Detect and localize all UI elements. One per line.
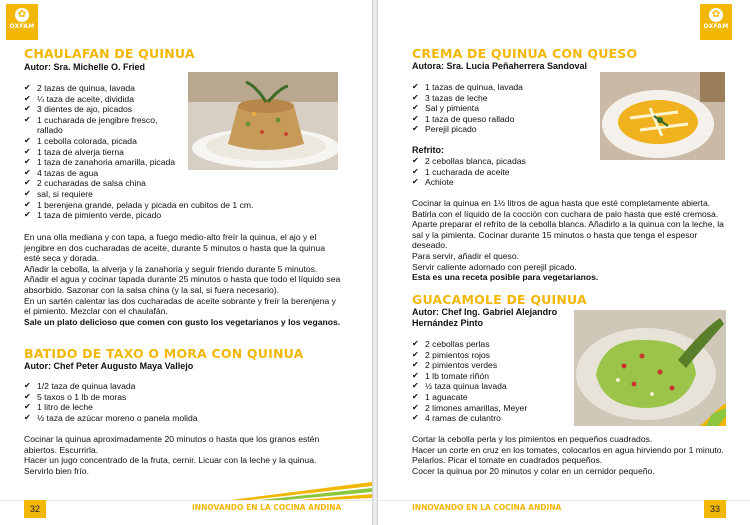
ingredient-item: ✔ 1 cebolla colorada, picada — [24, 136, 264, 147]
ingredient-list — [412, 339, 582, 424]
ingredient-item: ✔ 2 pimientos verdes — [412, 360, 582, 371]
ingredient-item: ✔ 5 taxos o 1 lb de moras — [24, 392, 324, 403]
footer-title: INNOVANDO EN LA COCINA ANDINA — [412, 503, 562, 512]
ingredient-item: ✔ 1 taza de queso rallado — [412, 114, 592, 125]
ingredient-item: ✔ 2 cebollas perlas — [412, 339, 582, 350]
page-number: 32 — [24, 500, 46, 518]
preparation-text — [412, 434, 730, 476]
footer-title: INNOVANDO EN LA COCINA ANDINA — [192, 503, 342, 512]
guacamole-image — [574, 310, 726, 426]
recipe-title-crema: CREMA DE QUINUA CON QUESO — [412, 46, 638, 61]
crema-image — [600, 72, 725, 160]
decorative-stripes — [230, 476, 372, 500]
ingredient-item: ✔ 1 lb tomate riñón — [412, 371, 582, 382]
ingredient-item: ✔ 3 dientes de ajo, picados — [24, 104, 264, 115]
ingredient-item: ✔ 2 limones amarillas, Meyer — [412, 403, 582, 414]
ingredient-item: ✔ 1 cucharada de aceite — [412, 167, 592, 178]
step: Servirlo bien frío. — [24, 465, 89, 476]
step: Cocinar la quinua en 1½ litros de agua hasta que esté completamente abierta. Batirla con el líquido de la cocción con cuchara de palo hasta que esté cremosa. Aparte preparar el refrito de la cebolla blanca. Añadirlo a la quinua con la leche, la sal y la pimienta. Cocinar durante 15 minutos o hasta que tenga el espesor deseado. — [412, 198, 724, 251]
crema-photo — [600, 72, 725, 160]
ingredient-item: ✔ ¼ taza de aceite, dividida — [24, 94, 264, 105]
ingredient-item: ✔ 1 aguacate — [412, 392, 582, 403]
recipe-title-chaulafan: CHAULAFAN DE QUINUA — [24, 46, 195, 61]
ingredient-item: ✔ 2 pimientos rojos — [412, 350, 582, 361]
ingredient-item: ✔ 1 berenjena grande, pelada y picada en cubitos de 1 cm. — [24, 200, 337, 211]
step: Servir caliente adornado con perejil picado. — [412, 261, 577, 272]
left-page — [0, 0, 372, 525]
ingredient-item: ✔ 1 taza de alverja tierna — [24, 147, 264, 158]
preparation-text — [412, 198, 730, 283]
ingredient-list — [24, 83, 264, 221]
ingredient-item: ✔ 3 tazas de leche — [412, 93, 592, 104]
step: Cocinar la quinua aproximadamente 20 minutos o hasta que los granos estén abiertos. Escurrirla. — [24, 434, 320, 455]
step: Hacer un jugo concentrado de la fruta, cernir. Licuar con la leche y la quinua. — [24, 455, 317, 466]
ingredient-item: ✔ sal, si requiere — [24, 189, 264, 200]
recipe-author: Autor: Chef Peter Augusto Maya Vallejo — [24, 361, 194, 371]
page-number: 33 — [704, 500, 726, 518]
closing-note: Esta es una receta posible para vegetarianos. — [412, 272, 599, 283]
ingredient-item: ✔ 4 ramas de culantro — [412, 413, 582, 424]
step: Para servir, añadir el queso. — [412, 250, 520, 261]
ingredient-item: ✔ Achiote — [412, 177, 592, 188]
guacamole-photo — [574, 310, 726, 426]
ingredient-item: ✔ 1 taza de zanahoria amarilla, picada — [24, 157, 264, 168]
ingredient-item: ✔ ½ taza quinua lavada — [412, 381, 582, 392]
ingredient-item: ✔ Perejil picado — [412, 124, 592, 135]
right-page — [378, 0, 750, 525]
oxfam-logo-text: OXFAM — [9, 23, 35, 30]
ingredient-item: ✔ 1 taza de pimiento verde, picado — [24, 210, 264, 221]
oxfam-logo-icon: ✿ — [709, 8, 723, 22]
recipe-author: Autor: Sra. Michelle O. Fried — [24, 62, 146, 72]
recipe-title-guacamole: GUACAMOLE DE QUINUA — [412, 292, 587, 307]
ingredient-list — [24, 381, 324, 423]
step: En una olla mediana y con tapa, a fuego medio-alto freír la quinua, el ajo y el jengibre en dos cucharadas de aceite, durante 5 minutos o hasta que la quinua esté seca y dorada. — [24, 232, 325, 264]
ingredient-item: ✔ 1 tazas de quinua, lavada — [412, 82, 592, 93]
recipe-author: Autora: Sra. Lucia Peñaherrera Sandoval — [412, 61, 588, 71]
oxfam-logo-text: OXFAM — [703, 23, 729, 30]
closing-note: Sale un plato delicioso que comen con gusto los vegetarianos y los veganos. — [24, 316, 341, 327]
ingredient-item: ✔ 2 cucharadas de salsa china — [24, 178, 264, 189]
ingredient-item: ✔ Sal y pimienta — [412, 103, 592, 114]
refrito-label: Refrito: — [412, 145, 444, 155]
recipe-title-batido: BATIDO DE TAXO O MORA CON QUINUA — [24, 346, 304, 361]
ingredient-item: ✔ 1/2 taza de quinua lavada — [24, 381, 324, 392]
ingredient-item: ✔ 2 cebollas blanca, picadas — [412, 156, 592, 167]
step: En un sartén calentar las dos cucharadas de aceite sobrante y freír la berenjena y el pimiento. Mezclar con el chaulafán. — [24, 295, 336, 317]
oxfam-logo-icon: ✿ — [15, 8, 29, 22]
ingredient-item: ✔ 2 tazas de quinua, lavada — [24, 83, 264, 94]
ingredient-item: ✔ 1 litro de leche — [24, 402, 324, 413]
ingredient-item: ✔ 4 tazas de agua — [24, 168, 264, 179]
step: Hacer un corte en cruz en los tomates, colocarlos en agua hirviendo por 1 minuto. Pelarlos. Picar el tomate en cuadrados pequeños. — [412, 444, 724, 466]
recipe-author: Autor: Chef Ing. Gabriel Alejandro Hernández Pinto — [412, 307, 558, 328]
ingredient-list — [412, 82, 592, 135]
step: Añadir el agua y cocinar tapada durante 25 minutos o hasta que todo el líquido sea absorbido. Sazonar con la salsa china (y la sal, si fuera necesario). — [24, 274, 341, 295]
step: Cortar la cebolla perla y los pimientos en pequeños cuadrados. — [412, 434, 653, 444]
ingredient-item: ✔ ½ taza de azúcar moreno o panela molida — [24, 413, 324, 424]
ingredient-item: ✔ 1 cucharada de jengibre fresco, rallado — [24, 115, 185, 136]
preparation-text — [24, 434, 342, 476]
preparation-text — [24, 232, 342, 327]
refrito-list — [412, 156, 592, 188]
step: Cocer la quinua por 20 minutos y colar en un cernidor pequeño. — [412, 465, 655, 476]
oxfam-logo — [6, 4, 38, 40]
step: Añadir la cebolla, la alverja y la zanahoria y seguir friendo durante 5 minutos. — [24, 263, 318, 274]
oxfam-logo — [700, 4, 732, 40]
